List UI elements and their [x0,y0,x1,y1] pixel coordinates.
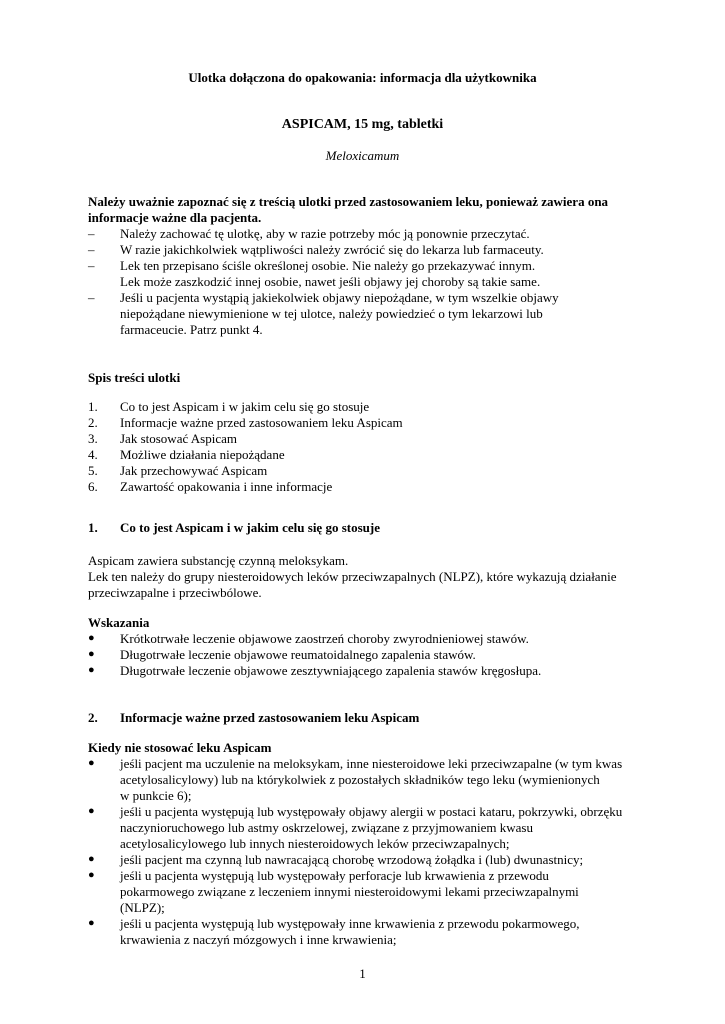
toc-number: 5. [88,463,98,478]
toc-heading: Spis treści ulotki [88,370,181,385]
indication-item: Krótkotrwałe leczenie objawowe zaostrzeń choroby zwyrodnieniowej stawów. [120,631,529,646]
product-name: ASPICAM, 15 mg, tabletki [281,117,444,132]
bullet-icon: ● [88,853,95,865]
bullet-icon: ● [88,869,95,881]
section-1-para: Lek ten należy do grupy niesteroidowych leków przeciwzapalnych (NLPZ), które wykazują działanie [88,569,617,584]
dash-bullet: – [88,290,95,305]
section-1-title: Co to jest Aspicam i w jakim celu się go stosuje [120,520,380,535]
section-number: 2. [88,710,98,725]
bullet-icon: ● [88,757,95,769]
section-2-title: Informacje ważne przed zastosowaniem leku Aspicam [120,710,420,725]
contraindication-item: jeśli pacjent ma czynną lub nawracającą chorobę wrzodową żołądka i (lub) dwunastnicy; [120,852,584,867]
leaflet-title: Ulotka dołączona do opakowania: informacja dla użytkownika [188,70,537,85]
contraindication-item-continued: naczynioruchowego lub astmy oskrzelowej, związane z przyjmowaniem kwasu [120,820,533,835]
toc-item: Zawartość opakowania i inne informacje [120,479,333,494]
section-1-para: Aspicam zawiera substancję czynną meloksykam. [88,553,349,568]
contraindication-item: jeśli u pacjenta występują lub występowały inne krwawienia z przewodu pokarmowego, [120,916,580,931]
bullet-icon: ● [88,805,95,817]
contraindication-item: jeśli u pacjenta występują lub występowały objawy alergii w postaci kataru, pokrzywki, obrzęku [120,804,623,819]
toc-item: Możliwe działania niepożądane [120,447,285,462]
contraindication-item-continued: acetylosalicylowego lub innych niesteroidowych leków przeciwzapalnych; [120,836,510,851]
contraindication-item-continued: pokarmowego związane z leczeniem innymi niesteroidowymi lekami przeciwzapalnymi [120,884,579,899]
bullet-icon: ● [88,648,95,660]
indication-item: Długotrwałe leczenie objawowe zesztywniającego zapalenia stawów kręgosłupa. [120,663,542,678]
intro-item: W razie jakichkolwiek wątpliwości należy zwrócić się do lekarza lub farmaceuty. [120,242,544,257]
bullet-icon: ● [88,917,95,929]
toc-number: 2. [88,415,98,430]
warning-line-1: Należy uważnie zapoznać się z treścią ulotki przed zastosowaniem leku, ponieważ zawiera ona [88,194,609,209]
toc-item: Co to jest Aspicam i w jakim celu się go stosuje [120,399,370,414]
bullet-icon: ● [88,664,95,676]
intro-item-continued: Lek może zaszkodzić innej osobie, nawet jeśli objawy jej choroby są takie same. [120,274,541,289]
contraindication-item-continued: (NLPZ); [120,900,165,915]
contraindication-item-continued: w punkcie 6); [120,788,192,803]
indications-heading: Wskazania [88,615,150,630]
warning-line-2: informacje ważne dla pacjenta. [88,210,262,225]
toc-item: Informacje ważne przed zastosowaniem leku Aspicam [120,415,403,430]
section-1-para: przeciwzapalne i przeciwbólowe. [88,585,262,600]
contraindication-item-continued: acetylosalicylowy) lub na którykolwiek z pozostałych składników tego leku (wymienionych [120,772,600,787]
toc-number: 3. [88,431,98,446]
toc-item: Jak przechowywać Aspicam [120,463,268,478]
substance-name: Meloxicamum [325,148,400,163]
toc-item: Jak stosować Aspicam [120,431,237,446]
dash-bullet: – [88,242,95,257]
intro-item: Należy zachować tę ulotkę, aby w razie potrzeby móc ją ponownie przeczytać. [120,226,530,241]
bullet-icon: ● [88,632,95,644]
section-number: 1. [88,520,98,535]
contraindication-item-continued: krwawienia z naczyń mózgowych i inne krwawienia; [120,932,397,947]
dash-bullet: – [88,226,95,241]
intro-item-continued: niepożądane niewymienione w tej ulotce, należy powiedzieć o tym lekarzowi lub [120,306,543,321]
intro-item: Jeśli u pacjenta wystąpią jakiekolwiek objawy niepożądane, w tym wszelkie objawy [120,290,559,305]
toc-number: 1. [88,399,98,414]
indication-item: Długotrwałe leczenie objawowe reumatoidalnego zapalenia stawów. [120,647,476,662]
toc-number: 4. [88,447,98,462]
contraindication-item: jeśli pacjent ma uczulenie na meloksykam, inne niesteroidowe leki przeciwzapalne (w tym kwas [120,756,623,771]
toc-number: 6. [88,479,98,494]
dash-bullet: – [88,258,95,273]
page-number: 1 [359,966,366,981]
intro-item-continued: farmaceucie. Patrz punkt 4. [120,322,263,337]
contraindications-heading: Kiedy nie stosować leku Aspicam [88,740,272,755]
contraindication-item: jeśli u pacjenta występują lub występowały perforacje lub krwawienia z przewodu [120,868,549,883]
intro-item: Lek ten przepisano ściśle określonej osobie. Nie należy go przekazywać innym. [120,258,536,273]
